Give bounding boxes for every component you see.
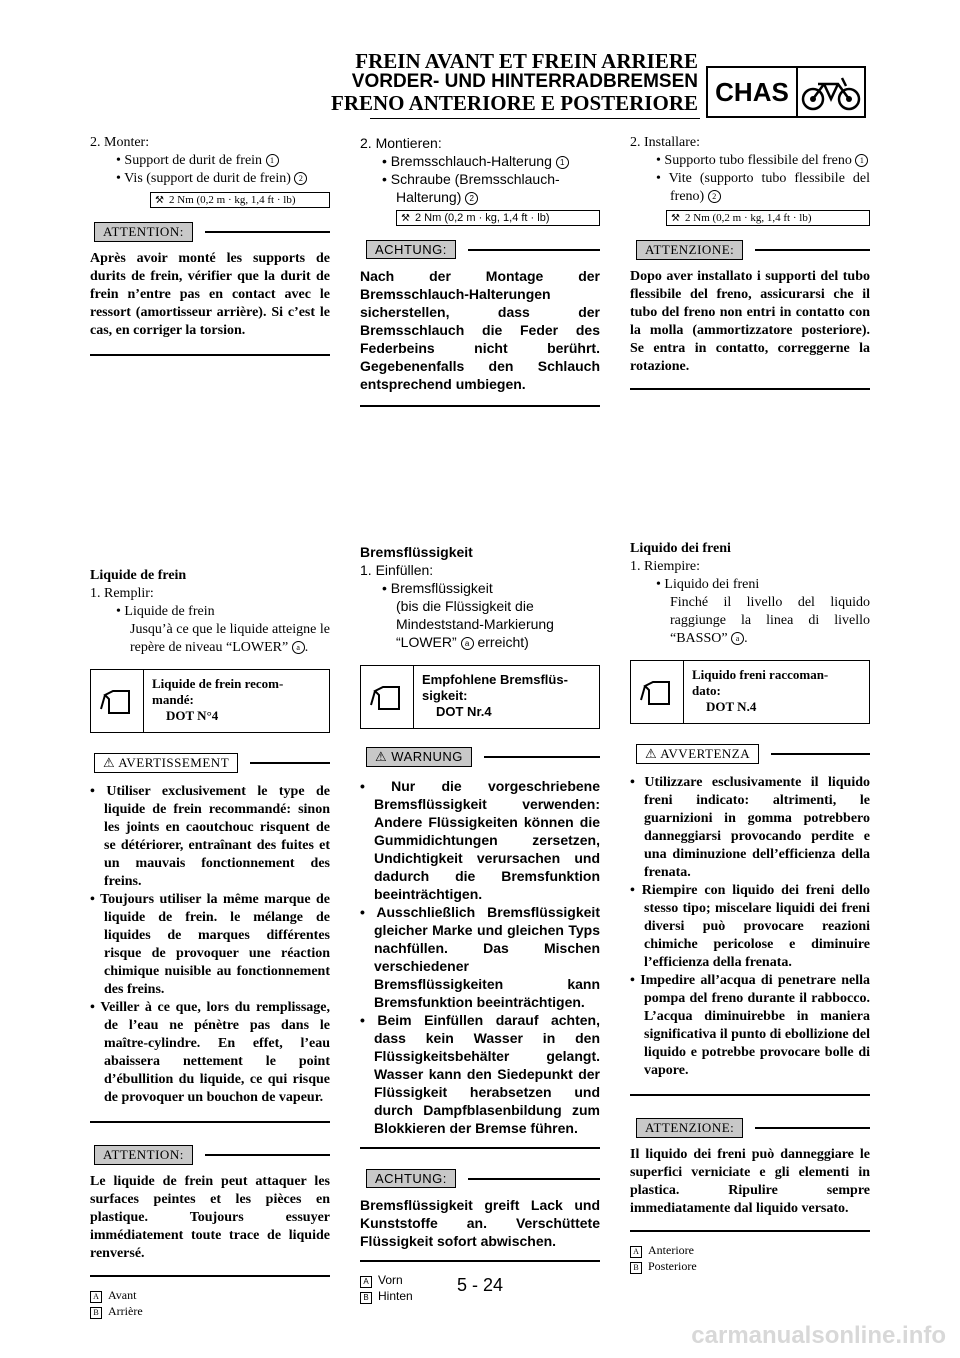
attention-header: ATTENZIONE: [630, 1118, 870, 1138]
fluid-title: Bremsflüssigkeit [360, 544, 473, 560]
attention-text: Après avoir monté les supports de durits de frein, vérifier que la durit de frein n’entre pas en contact avec le ressort (amortisseur arrière). Si c’est le cas, en corriger la torsion. [90, 251, 330, 338]
attention-header: ATTENTION: [90, 1145, 330, 1165]
header-rule [370, 118, 700, 119]
list-item: • Liquido dei freni [656, 577, 760, 592]
wrench-icon: ⚒ [155, 194, 164, 206]
column-fr [90, 134, 330, 1319]
warning-header: ⚠ WARNUNG [360, 747, 600, 767]
legend: A Vorn B Hinten [360, 1272, 600, 1304]
step-1: 1. Remplir: [90, 586, 154, 601]
attention-text: Il liquido dei freni può danneggiare le superfici verniciate e gli elementi in plastica. Ripulire sempre immediatamente dal liquido versato. [630, 1147, 870, 1216]
fluid-title: Liquido dei freni [630, 541, 731, 556]
list-item: • Vis (support de durit de frein) 2 [116, 170, 330, 188]
list-item: • Bremsschlauch-Halterung 1 [382, 152, 600, 170]
header-title-it: FRENO ANTERIORE E POSTERIORE [331, 91, 698, 115]
warning-item: • Veiller à ce que, lors du remplissage, de l’eau ne pénètre pas dans le maître-cylindre. En effet, l’eau abaissera nettement le point d’ébullition du liquide, ce qui risque de provoquer un bouchon de vapeur. [90, 1000, 330, 1105]
list-item: • Schraube (Bremsschlauch-Halterung) 2 [382, 171, 560, 205]
attention-text: Nach der Montage der Bremsschlauch-Halterungen sicherstellen, dass der Bremsschlauch die Feder des Federbeins nicht berührt. Gegebenenfalls den Schlauch entsprechend umbiegen. [360, 268, 600, 392]
warning-item: • Riempire con liquido dei freni dello stesso tipo; miscelare liquidi dei freni diversi può provocare reazioni chimiche pericolose e diminuire l’efficienza della frenata. [630, 883, 870, 970]
column-de [360, 134, 600, 1304]
list-item: • Support de durit de frein 1 [116, 152, 330, 170]
legend: A Avant B Arrière [90, 1287, 330, 1319]
fluid-desc: (bis die Flüssigkeit die Mindeststand-Markierung “LOWER” a erreicht) [396, 598, 554, 650]
warning-item: • Utilizzare esclusivamente il liquido freni indicato: altrimenti, le guarnizioni in gomma potrebbero danneggiarsi provocando perdite e una diminuzione dell’efficienza della frenata. [630, 775, 870, 880]
list-item: • Bremsflüssigkeit [382, 580, 493, 596]
warning-header: ⚠ AVERTISSEMENT [90, 753, 330, 773]
oil-can-icon [91, 670, 144, 732]
torque-spec: ⚒ 2 Nm (0,2 m · kg, 1,4 ft · lb) [666, 210, 870, 226]
list-item: • Supporto tubo flessibile del freno 1 [656, 152, 870, 170]
warning-icon: ⚠ [375, 749, 388, 764]
attention-text: Le liquide de frein peut attaquer les surfaces peintes et les pièces en plastique. Toujours essuyer immédiatement toute trace de liquide renversé. [90, 1174, 330, 1261]
header-title-fr: FREIN AVANT ET FREIN ARRIERE [355, 49, 698, 73]
attention-label: ATTENZIONE: [636, 240, 743, 260]
recommended-fluid-box: Liquide de frein recom- mandé: DOT N°4 [90, 669, 330, 733]
oil-can-icon [361, 666, 414, 728]
recommended-fluid-box: Empfohlene Bremsflüs- sigkeit: DOT Nr.4 [360, 665, 600, 729]
torque-spec: ⚒ 2 Nm (0,2 m · kg, 1,4 ft · lb) [396, 210, 600, 226]
section-code: CHAS [708, 68, 798, 116]
warning-item: • Utiliser exclusivement le type de liquide de frein recommandé: sinon les joints en caoutchouc risquent de se détériorer, entraînant des fuites et un mauvais fonctionnement des freins. [90, 784, 330, 889]
step-2: 2. Montieren: [360, 135, 442, 151]
warning-item: • Nur die vorgeschriebene Bremsflüssigkeit verwenden: Andere Flüssigkeiten können die Gummidichtungen zersetzen, Undichtigkeit verursachen und dadurch die Bremsfunktion beeinträchtigen. [360, 778, 600, 902]
attention-label: ACHTUNG: [366, 240, 456, 259]
warning-header: ⚠ AVVERTENZA [630, 744, 870, 764]
recommended-fluid-box: Liquido freni raccoman- dato: DOT N.4 [630, 660, 870, 724]
attention-header [630, 240, 870, 260]
page-number: 5 - 24 [456, 1275, 504, 1295]
oil-can-icon [631, 661, 684, 723]
fluid-title: Liquide de frein [90, 568, 187, 583]
torque-spec: ⚒ 2 Nm (0,2 m · kg, 1,4 ft · lb) [150, 192, 330, 208]
step-2: 2. Installare: [630, 135, 700, 150]
list-item: • Liquide de frein [116, 604, 215, 619]
column-it [630, 134, 870, 1274]
warning-icon: ⚠ [645, 746, 658, 761]
attention-text: Dopo aver installato i supporti del tubo flessibile del freno, assicurarsi che il tubo del freno non entri in contatto con la molla (ammortizzatore posteriore). Se entra in contatto, correggerne la rotazione. [630, 269, 870, 374]
warning-item: • Toujours utiliser la même marque de liquide de frein. le mélange de liquides de marques différentes risque de provoquer une réaction chimique nuisible au fonctionnement des freins. [90, 892, 330, 997]
legend: A Anteriore B Posteriore [630, 1242, 870, 1274]
step-1: 1. Riempire: [630, 559, 700, 574]
motorcycle-icon [798, 68, 864, 116]
header-title-de: VORDER- UND HINTERRADBREMSEN [351, 71, 698, 92]
step-1: 1. Einfüllen: [360, 562, 434, 578]
attention-header [360, 240, 600, 259]
wrench-icon: ⚒ [671, 212, 680, 224]
warning-item: • Beim Einfüllen darauf achten, dass kein Wasser in den Flüssigkeitsbehälter gelangt. Wasser kann den Siedepunkt der Flüssigkeit herabsetzen und durch Dampfblasenbildung zum Blokkieren der Bremse führen. [360, 1012, 600, 1136]
list-item: • Vite (supporto tubo flessibile del freno) 2 [656, 171, 870, 204]
step-2: 2. Monter: [90, 135, 150, 150]
warning-item: • Ausschließlich Bremsflüssigkeit gleicher Marke und gleichen Typs nachfüllen. Das Mischen verschiedener Bremsflüssigkeiten kann Bremsfunktion beeinträchtigen. [360, 904, 600, 1010]
wrench-icon: ⚒ [401, 212, 410, 224]
warning-item: • Impedire all’acqua di penetrare nella pompa del freno durante il rabbocco. L’acqua diminuirebbe in maniera significativa il punto di ebollizione del liquido e potrebbe provocare bolle di vapore. [630, 973, 870, 1078]
attention-label: ATTENTION: [94, 222, 193, 242]
attention-header [90, 222, 330, 242]
fluid-desc: Jusqu’à ce que le liquide atteigne le repère de niveau “LOWER” a . [130, 622, 330, 655]
section-badge [706, 66, 866, 118]
attention-text: Bremsflüssigkeit greift Lack und Kunststoffe an. Verschüttete Flüssigkeit sofort abwischen. [360, 1197, 600, 1249]
fluid-desc: Finché il livello del liquido raggiunge la linea di livello “BASSO” a . [670, 595, 870, 646]
watermark: carmanualsonline.info [691, 1322, 946, 1349]
warning-icon: ⚠ [103, 755, 116, 770]
attention-header: ACHTUNG: [360, 1169, 600, 1188]
